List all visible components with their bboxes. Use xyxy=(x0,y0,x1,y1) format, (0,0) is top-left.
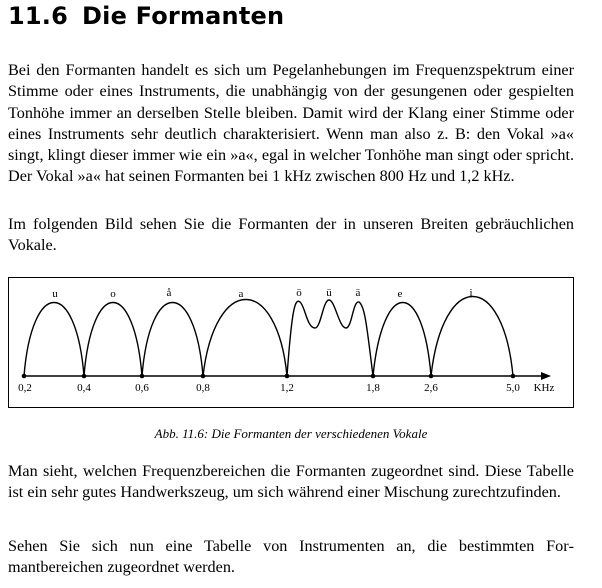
axis-tick xyxy=(511,374,516,379)
axis-tick xyxy=(82,374,87,379)
axis-tick xyxy=(285,374,290,379)
formant-arch-e xyxy=(373,303,431,377)
section-number: 11.6 xyxy=(8,2,69,30)
vowel-label: ö xyxy=(296,287,302,299)
vowel-label: å xyxy=(166,287,172,299)
section-title: Die Formanten xyxy=(82,2,285,30)
section-heading xyxy=(8,2,284,30)
tick-label: 2,6 xyxy=(424,382,438,394)
tick-label: 0,2 xyxy=(18,382,32,394)
formant-figure xyxy=(8,277,574,408)
tick-label: 0,8 xyxy=(196,382,210,394)
vowel-label: ü xyxy=(326,287,332,299)
axis-unit-label: KHz xyxy=(533,382,555,394)
paragraph-figure-intro: Im folgenden Bild sehen Sie die Formanten der in unseren Breiten gebräuchlichen Vokale. xyxy=(8,215,574,255)
tick-label: 0,6 xyxy=(135,382,149,394)
axis-tick xyxy=(22,374,27,379)
tick-label: 1,2 xyxy=(280,382,294,394)
axis-tick xyxy=(201,374,206,379)
tick-label: 1,8 xyxy=(366,382,380,394)
formant-arch-u xyxy=(24,303,84,377)
vowel-label: e xyxy=(397,288,403,300)
paragraph-instrument-table-intro: Sehen Sie sich nun eine Tabelle von Instrumenten an, die bestimmten Formantbereichen zugeordnet werden. xyxy=(8,537,574,577)
vowel-label: o xyxy=(110,288,116,300)
formant-arch-i xyxy=(431,297,513,377)
vowel-label: i xyxy=(469,287,473,299)
formant-arch-a xyxy=(203,300,287,377)
vowel-label: u xyxy=(52,288,58,300)
paragraph-figure-explanation: Man sieht, welchen Frequenzbereichen die Formanten zugeordnet sind. Diese Tabelle ist ein sehr gutes Handwerkszeug, um sich während einer Mischung zurechtzufinden. xyxy=(8,462,574,502)
formant-arch-a-ring xyxy=(142,303,203,377)
axis-tick xyxy=(429,374,434,379)
frequency-axis-arrow xyxy=(541,372,551,380)
vowel-label: a xyxy=(238,288,244,300)
paragraph-formant-definition: Bei den Formanten handelt es sich um Pegelanhebungen im Frequenzspektrum einer Stimme oder eines Instruments, die unabhängig von der gesungenen oder gespielten Tonhöhe immer an derselben Stelle bleiben. Damit wird der Klang einer Stimme oder eines Instruments sehr deutlich charakterisiert. Wenn man also z. B: den Vokal »a« singt, klingt dieser immer wie ein »a«, egal in welcher Tonhöhe man singt oder spricht. Der Vokal »a« hat seinen Formanten bei 1 kHz zwischen 800 Hz und 1,2 kHz. xyxy=(8,61,574,186)
formant-arch-o xyxy=(84,303,142,377)
tick-label: 5,0 xyxy=(506,382,520,394)
axis-tick xyxy=(140,374,145,379)
formant-diagram xyxy=(9,278,575,409)
formant-arch-o-umlaut-ue-ae xyxy=(287,300,373,376)
axis-tick xyxy=(371,374,376,379)
tick-label: 0,4 xyxy=(77,382,91,394)
vowel-label: ä xyxy=(355,287,361,299)
figure-caption: Abb. 11.6: Die Formanten der verschiedenen Vokale xyxy=(154,426,428,441)
